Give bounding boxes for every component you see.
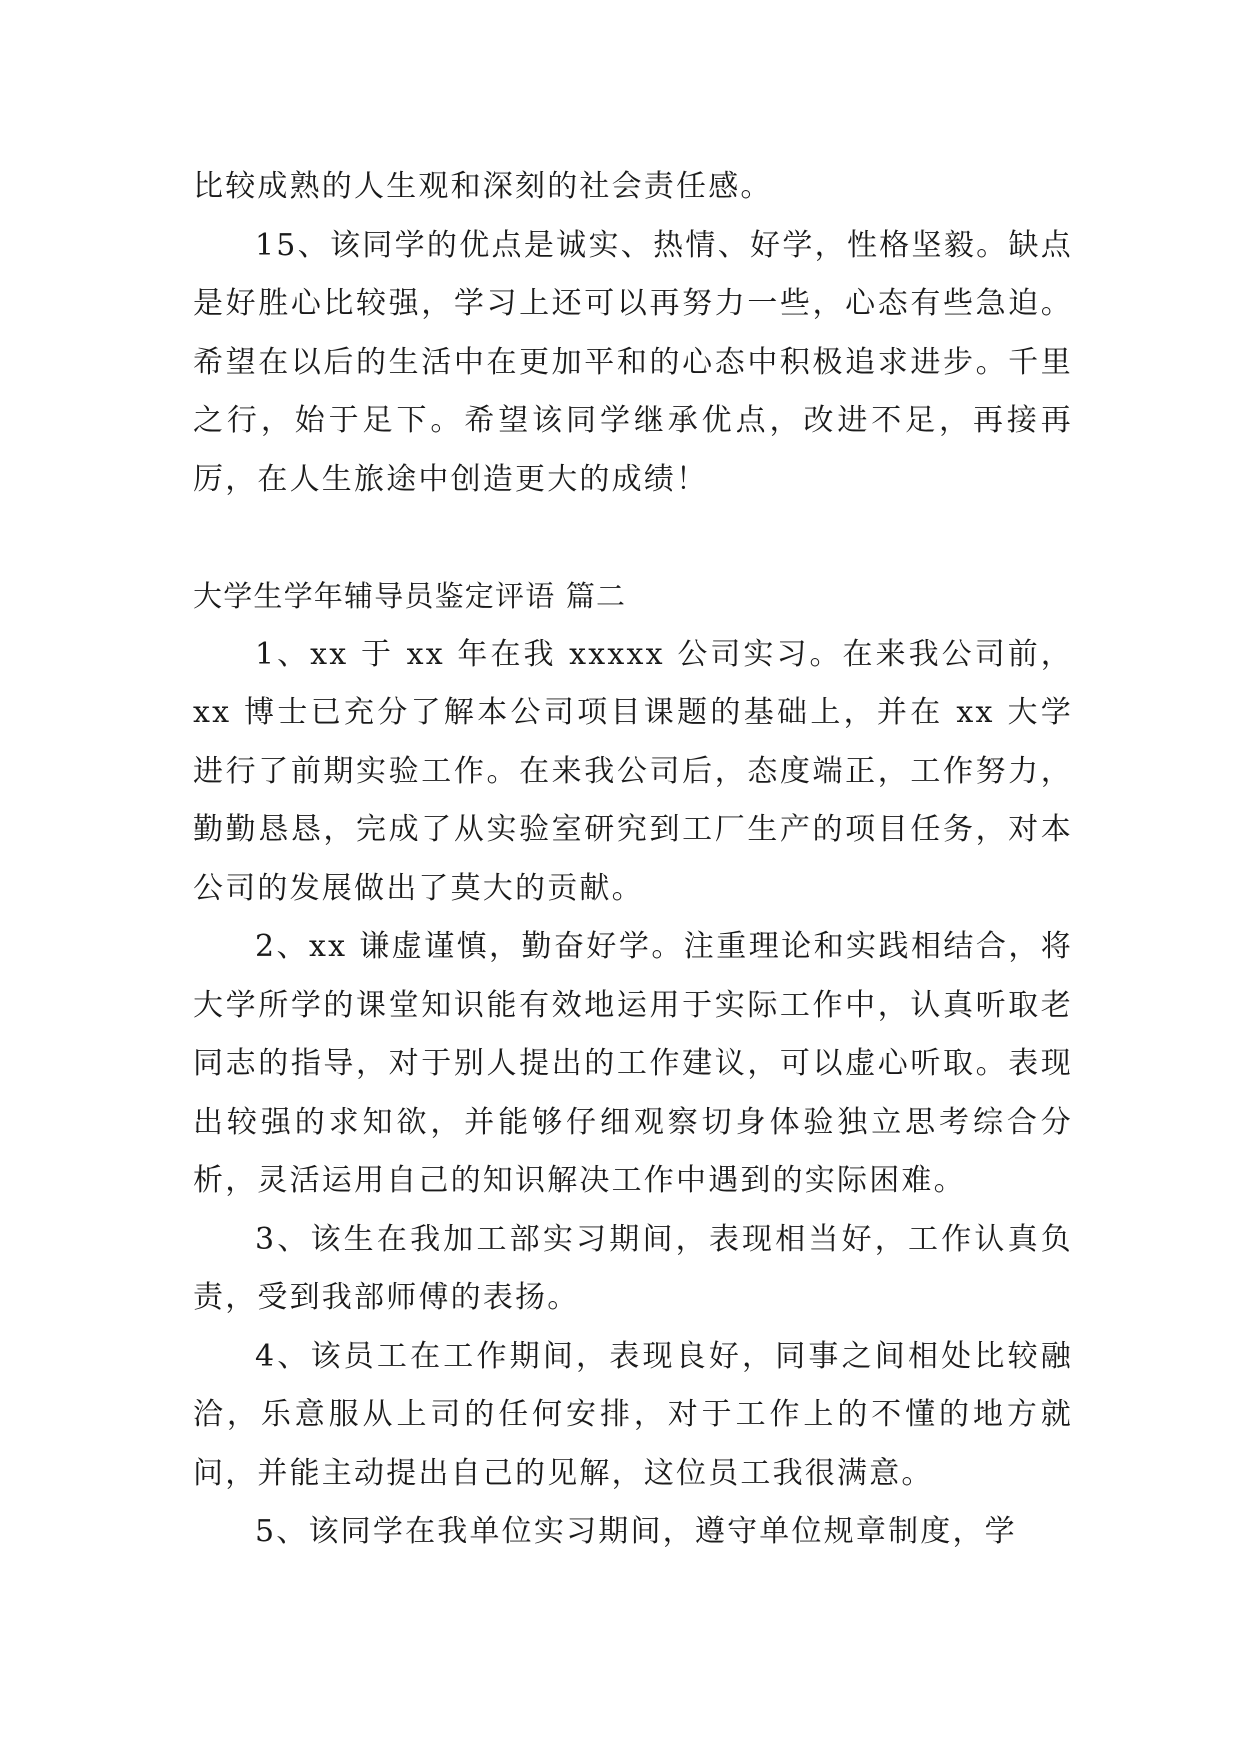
- section-spacer: [193, 509, 1073, 567]
- item-4: 4、该员工在工作期间，表现良好，同事之间相处比较融洽，乐意服从上司的任何安排，对于工作上的不懂的地方就问，并能主动提出自己的见解，这位员工我很满意。: [193, 1338, 1073, 1491]
- document-body: [193, 158, 1073, 1562]
- item-3: 3、该生在我加工部实习期间，表现相当好，工作认真负责，受到我部师傅的表扬。: [193, 1221, 1073, 1315]
- item-1: 1、xx 于 xx 年在我 xxxxx 公司实习。在来我公司前，xx 博士已充分了解本公司项目课题的基础上，并在 xx 大学进行了前期实验工作。在来我公司后，态度端正，工作努力，勤勤恳恳，完成了从实验室研究到工厂生产的项目任务，对本公司的发展做出了莫大的贡献。: [193, 636, 1073, 906]
- section-heading: 大学生学年辅导员鉴定评语 篇二: [193, 579, 627, 613]
- item-2: 2、xx 谦虚谨慎，勤奋好学。注重理论和实践相结合，将大学所学的课堂知识能有效地运用于实际工作中，认真听取老同志的指导，对于别人提出的工作建议，可以虚心听取。表现出较强的求知欲，并能够仔细观察切身体验独立思考综合分析，灵活运用自己的知识解决工作中遇到的实际困难。: [193, 929, 1073, 1198]
- paragraph-15: 15、该同学的优点是诚实、热情、好学，性格坚毅。缺点是好胜心比较强，学习上还可以再努力一些，心态有些急迫。希望在以后的生活中在更加平和的心态中积极追求进步。千里之行，始于足下。希望该同学继承优点，改进不足，再接再厉，在人生旅途中创造更大的成绩！: [193, 227, 1073, 497]
- item-5: 5、该同学在我单位实习期间，遵守单位规章制度，学: [255, 1514, 1017, 1549]
- continuation-paragraph: 比较成熟的人生观和深刻的社会责任感。: [193, 169, 773, 204]
